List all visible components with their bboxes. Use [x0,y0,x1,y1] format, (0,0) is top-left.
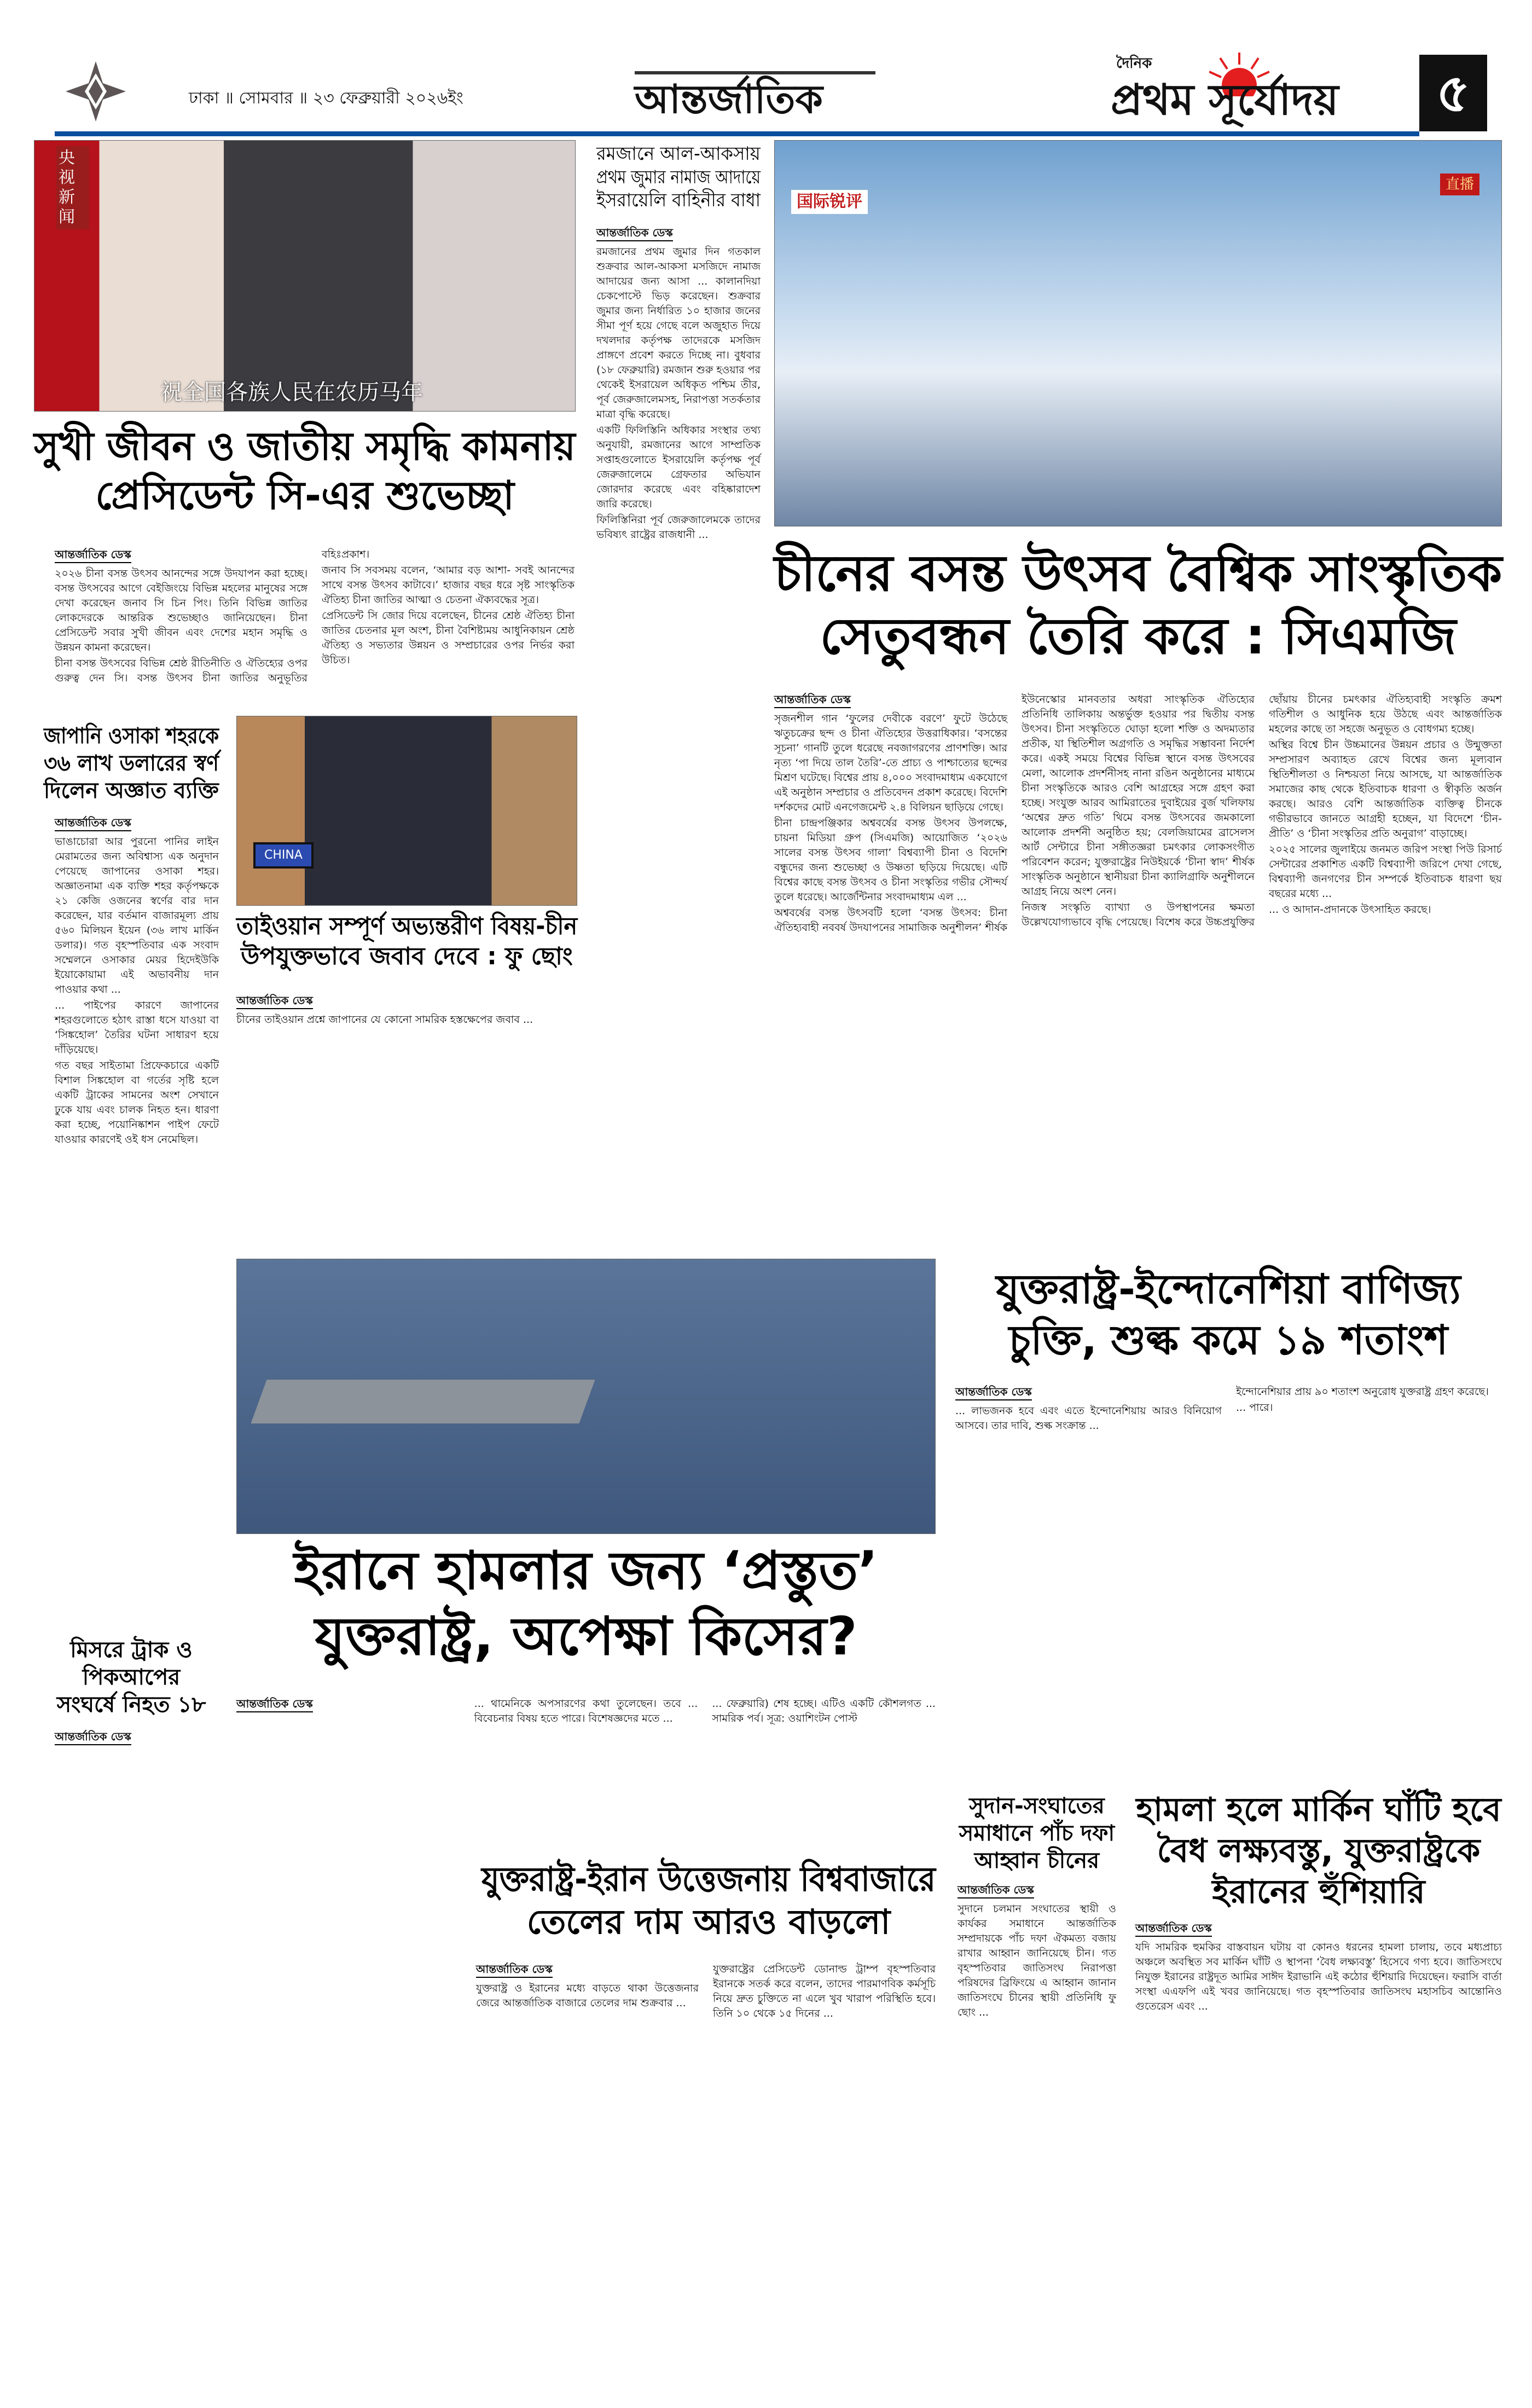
gala-logo-left: 国际锐评 [791,190,868,214]
aqsa-headline: রমজানে আল-আকসায় প্রথম জুমার নামাজ আদায়ে ইসরায়েলি বাহিনীর বাধা [596,143,761,211]
warning-headline: হামলা হলে মার্কিন ঘাঁটি হবে বৈধ লক্ষ্যবস্তু, যুক্তরাষ্ট্রকে ইরানের হুঁশিয়ারি [1136,1791,1501,1911]
header-rule [55,131,1419,136]
newspaper-logo: প্রথম সূর্যোদয় [1111,76,1339,125]
section-title: আন্তর্জাতিক [635,71,875,124]
issue-date: ঢাকা ॥ সোমবার ॥ ২৩ ফেব্রুয়ারী ২০২৬ইং [189,89,463,108]
xi-photo [34,140,576,412]
china-nameplate: CHINA [253,842,314,869]
osaka-headline: জাপানি ওসাকা শহরকে ৩৬ লাখ ডলারের স্বর্ণ দিলেন অজ্ঞাত ব্যক্তি [44,723,219,803]
indonesia-headline: যুক্তরাষ্ট্র-ইন্দোনেশিয়া বাণিজ্য চুক্তি, শুল্ক কমে ১৯ শতাংশ [996,1266,1461,1364]
logo-prefix: দৈনিক [1116,55,1152,72]
xi-article: আন্তর্জাতিক ডেস্ক ২০২৬ চীনা বসন্ত উৎসব আনন্দের সঙ্গে উদযাপন করা হচ্ছে। বসন্ত উৎসবের আগে বেইজিংয়ে বিভিন্ন মহলের মানুষের সঙ্গে দেখা করেছেন জনাব সি চিন পিং। তিনি বিভিন্ন জাতির লোকদেরকে আন্তরিক শুভেচ্ছাও জানিয়েছেন। চীনা প্রেসিডেন্ট সবার সুখী জীবন এবং দেশের মহান সমৃদ্ধি ও উন্নয়ন কামনা করেছেন। চীনা বসন্ত উৎসবের বিভিন্ন শ্রেষ্ঠ রীতিনীতি ও ঐতিহ্যের ওপর গুরুত্ব দেন সি। বসন্ত উৎসব চীনা জাতির অনুভূতির বহিঃপ্রকাশ। জনাব সি সবসময় বলেন, ‘আমার বড় আশা- সবই আনন্দের সাথে বসন্ত উৎসব কাটাবে।’ হাজার বছর ধরে সৃষ্ট সাংস্কৃতিক ঐতিহ্য চীনা জাতির আত্মা ও চেতনা ঐক্যবদ্ধের সূত্র। প্রেসিডেন্ট সি জোর দিয়ে বলেছেন, চীনের শ্রেষ্ঠ ঐতিহ্য চীনা জাতির চেতনার মূল অংশ, চীনা বৈশিষ্ট্যময় আধুনিকায়ন শ্রেষ্ঠ ঐতিহ্য ও সভ্যতার উন্নয়ন ও সম্প্রচারের ওপর নির্ভর করা উচিত। [55,548,574,684]
sudan-headline: সুদান-সংঘাতের সমাধানে পাঁচ দফা আহ্বান চীনের [959,1793,1115,1873]
cmg-headline: চীনের বসন্ত উৎসব বৈশ্বিক সাংস্কৃতিক সেতুবন্ধন তৈরি করে : সিএমজি [774,544,1502,665]
gala-photo [774,140,1502,526]
cmg-article: আন্তর্জাতিক ডেস্ক সৃজনশীল গান ‘ফুলের দেবীকে বরণে’ ফুটে উঠেছে ঋতুচক্রের ছন্দ ও চীনা ঐতিহ্যের উত্তরাধিকার। ‘বসন্তের সূচনা’ গানটি তুলে ধরেছে নবজাগরণের প্রাণশক্তি। আর নৃত্য ‘পা দিয়ে তাল তৈরি’-তে প্রাচ্য ও পাশ্চাত্যের ছন্দের মিশ্রণ ঘটেছে। বিশ্বের প্রায় ৪,০০০ সংবাদমাধ্যম একযোগে এই অনুষ্ঠান সম্প্রচার ও প্রতিবেদন প্রকাশ করেছে। বিদেশি দর্শকদের মোট এনগেজমেন্ট ২.৪ বিলিয়ন ছাড়িয়ে গেছে। চীনা চান্দ্রপঞ্জিকার অশ্ববর্ষের বসন্ত উৎসব উপলক্ষে, চায়না মিডিয়া গ্রুপ (সিএমজি) আয়োজিত ‘২০২৬ সালের বসন্ত উৎসব গালা’ বিশ্বব্যাপী চীনা ও বিদেশি বন্ধুদের জন্য শুভেচ্ছা ও উষ্ণতা ছড়িয়ে দিয়েছে। এটি বিশ্বের কাছে বসন্ত উৎসব ও চীনা সংস্কৃতির গভীর সৌন্দর্য তুলে ধরেছে। আর্জেন্টিনার সংবাদমাধ্যম এল ... অশ্ববর্ষের বসন্ত উৎসবটি হলো ‘বসন্ত উৎসব: চীনা ঐতিহ্যবাহী নববর্ষ উদযাপনের সামাজিক অনুশীলন’ শীর্ষক ইউনেস্কোর মানবতার অধরা সাংস্কৃতিক ঐতিহ্যের প্রতিনিধি তালিকায় অন্তর্ভুক্ত হওয়ার পর দ্বিতীয় বসন্ত উৎসব। চীনা সংস্কৃতিতে ঘোড়া হলো শক্তি ও অদম্যতার প্রতীক, যা স্থিতিশীল অগ্রগতি ও সমৃদ্ধির সম্ভাবনা নির্দেশ করে। একই সময়ে বিশ্বের বিভিন্ন স্থানে বসন্ত উৎসবের মেলা, আলোক প্রদর্শনীসহ নানা রঙিন অনুষ্ঠানের মাধ্যমে চীনা সংস্কৃতিকে আরও বেশি আগ্রহের সঙ্গে গ্রহণ করা হচ্ছে। সংযুক্ত আরব আমিরাতের দুবাইয়ের বুর্জ খলিফায় ‘অশ্বের দ্রুত গতি’ থিমে বসন্ত উৎসবের জমকালো আলোক প্রদর্শনী অনুষ্ঠিত হয়; বেলজিয়ামের ব্রাসেলস আর্ট সেন্টারে চীনা সঙ্গীতজ্ঞরা চমৎকার লোকসংগীত পরিবেশন করেন; যুক্তরাষ্ট্রের নিউইয়র্কে ‘চীনা স্বাদ’ শীর্ষক সাংস্কৃতিক অনুষ্ঠানে স্থানীয়রা চীনা ক্যালিগ্রাফি অনুশীলনে আগ্রহ নিয়ে অংশ নেন। নিজস্ব সংস্কৃতি ব্যাখ্যা ও উপস্থাপনের ক্ষমতা উল্লেখযোগ্যভাবে বৃদ্ধি পেয়েছে। বিশেষ করে উচ্চপ্রযুক্তির ছোঁয়ায় চীনের চমৎকার ঐতিহ্যবাহী সংস্কৃতি ক্রমশ গতিশীল ও আধুনিক হয়ে উঠছে এবং আন্তর্জাতিক মহলের কাছে তা সহজে অনুভূত ও বোধগম্য হচ্ছে। অস্থির বিশ্বে চীন উচ্চমানের উন্নয়ন প্রচার ও উন্মুক্ততা সম্প্রসারণ অব্যাহত রেখে বিশ্বের জন্য মূল্যবান স্থিতিশীলতা ও নিশ্চয়তা নিয়ে আসছে, যা আন্তর্জাতিক সমাজের কাছ থেকে ইতিবাচক ধারণা ও স্বীকৃতি অর্জন করছে। আরও বেশি আন্তর্জাতিক ব্যক্তিত্ব চীনকে গভীরভাবে জানতে আগ্রহী হচ্ছেন, যা বিদেশে ‘চীন-প্রীতি’ ও ‘চীনা সংস্কৃতির প্রতি অনুরাগ’ বাড়াচ্ছে। ২০২৫ সালের জুলাইয়ে জনমত জরিপ সংস্থা পিউ রিসার্চ সেন্টারের প্রকাশিত একটি বিশ্বব্যাপী জরিপে দেখা গেছে, বিশ্বব্যাপী জনগণের চীন সম্পর্কে ইতিবাচক ধারণা ছয় বছরের মধ্যে ... ... ও আদান-প্রদানকে উৎসাহিত করছে। [774,693,1502,934]
sudan-article: আন্তর্জাতিক ডেস্ক সুদানে চলমান সংঘাতের স্থায়ী ও কার্যকর সমাধানে আন্তর্জাতিক সম্প্রদায়কে পাঁচ দফা ঐকমত্য বজায় রাখার আহ্বান জানিয়েছে চীন। গত বৃহস্পতিবার জাতিসংঘ নিরাপত্তা পরিষদের ব্রিফিংয়ে এ আহ্বান জানান জাতিসংঘে চীনের স্থায়ী প্রতিনিধি ফু ছোং ... [958,1883,1116,2018]
taiwan-article: আন্তর্জাতিক ডেস্ক চীনের তাইওয়ান প্রশ্নে জাপানের যে কোনো সামরিক হস্তক্ষেপের জবাব ... [236,994,533,1026]
egypt-headline: মিসরে ট্রাক ও পিকআপের সংঘর্ষে নিহত ১৮ [56,1637,206,1717]
page-number: ৫ [1419,55,1487,131]
oil-headline: যুক্তরাষ্ট্র-ইরান উত্তেজনায় বিশ্ববাজারে তেলের দাম আরও বাড়লো [481,1859,936,1942]
xi-headline: সুখী জীবন ও জাতীয় সমৃদ্ধি কামনায় প্রেসিডেন্ট সি-এর শুভেচ্ছা [34,423,576,518]
carrier-ship [251,1380,595,1423]
aqsa-article: আন্তর্জাতিক ডেস্ক রমজানের প্রথম জুমার দিন গতকাল শুক্রবার আল-আকসা মসজিদে নামাজ আদায়ের জন্য আসা ... কালানদিয়া চেকপোস্টে ভিড় করেছেন। শুক্রবার জুমার জন্য নির্ধারিত ১০ হাজার জনের সীমা পূর্ণ হয়ে গেছে বলে অজুহাত দিয়ে দখলদার কর্তৃপক্ষ তাদেরকে মসজিদ প্রাঙ্গণে প্রবেশ করতে দিচ্ছে না। বুধবার (১৮ ফেব্রুয়ারি) রমজান শুরু হওয়ার পর থেকেই ইসরায়েল অধিকৃত পশ্চিম তীর, পূর্ব জেরুজালেমসহ, নিরাপত্তা সতর্কতার মাত্রা বৃদ্ধি করেছে। একটি ফিলিস্তিনি অধিকার সংস্থার তথ্য অনুযায়ী, রমজানের আগে সাম্প্রতিক সপ্তাহগুলোতে ইসরায়েলি কর্তৃপক্ষ পূর্ব জেরুজালেমে গ্রেফতার অভিযান জোরদার করেছে এবং বহিষ্কারাদেশ জারি করেছে। ফিলিস্তিনিরা পূর্ব জেরুজালেমকে তাদের ভবিষ্যৎ রাষ্ট্রের রাজধানী ... [596,226,761,541]
warning-article: আন্তর্জাতিক ডেস্ক যদি সামরিক হুমকির বাস্তবায়ন ঘটায় বা কোনও ধরনের হামলা চালায়, তবে মধ্যপ্রাচ্য অঞ্চলে অবস্থিত সব মার্কিন ঘাঁটি ও স্থাপনা ‘বৈধ লক্ষ্যবস্তু’ হিসেবে গণ্য হবে। জাতিসংঘে নিযুক্ত ইরানের রাষ্ট্রদূত আমির সাঈদ ইরাভানি এই কঠোর হুঁশিয়ারি দিয়েছেন। ফরাসি বার্তা সংস্থা এএফপি এই খবর জানিয়েছে। গত বৃহস্পতিবার জাতিসংঘ মহাসচিব আন্তোনিও গুতেরেস এবং ... [1135,1921,1502,2012]
photo-caption: 祝全国各族人民在农历马年 [160,380,423,405]
taiwan-headline: তাইওয়ান সম্পূর্ণ অভ্যন্তরীণ বিষয়-চীন উপযুক্তভাবে জবাব দেবে : ফু ছোং [236,912,578,970]
iran-article: আন্তর্জাতিক ডেস্ক ... থামেনিকে অপসারণের কথা তুলেছেন। তবে ... বিবেচনার বিষয় হতে পারে। বিশেষজ্ঞদের মতে ... ... ফেব্রুয়ারি) শেষ হচ্ছে। এটিও একটি কৌশলগত ... সামরিক পর্ব। সূত্র: ওয়াশিংটন পোস্ট [236,1697,936,1724]
cctv-watermark: 央视 新闻 [56,146,89,229]
oil-article: আন্তর্জাতিক ডেস্ক যুক্তরাষ্ট্র ও ইরানের মধ্যে বাড়তে থাকা উত্তেজনার জেরে আন্তর্জাতিক বাজারে তেলের দাম শুক্রবার ... যুক্তরাষ্ট্রের প্রেসিডেন্ট ডোনাল্ড ট্রাম্প বৃহস্পতিবার ইরানকে সতর্ক করে বলেন, তাদের পারমাণবিক কর্মসূচি নিয়ে দ্রুত চুক্তিতে না এলে খুব খারাপ পরিস্থিতি হবে। তিনি ১০ থেকে ১৫ দিনের ... [476,1963,936,2019]
osaka-article: আন্তর্জাতিক ডেস্ক ভাঙাচোরা আর পুরনো পানির লাইন মেরামতের জন্য অবিশ্বাস্য এক অনুদান পেয়েছে জাপানের ওসাকা শহর। অজ্ঞাতনামা এক ব্যক্তি শহর কর্তৃপক্ষকে ২১ কেজি ওজনের স্বর্ণের বার দান করেছেন, যার বর্তমান বাজারমূল্য প্রায় ৫৬০ মিলিয়ন ইয়েন (৩৬ লাখ মার্কিন ডলার)। গত বৃহস্পতিবার এক সংবাদ সম্মেলনে ওসাকার মেয়র হিদেইউকি ইয়োকোয়ামা এই অভাবনীয় দান পাওয়ার কথা ... ... পাইপের কারণে জাপানের শহরগুলোতে হঠাৎ রাস্তা ধসে যাওয়া বা ‘সিঙ্কহোল’ তৈরির ঘটনা সাধারণ হয়ে দাঁড়িয়েছে। গত বছর সাইতামা প্রিফেকচারে একটি বিশাল সিঙ্কহোল বা গর্তের সৃষ্টি হলে একটি ট্রাকের সামনের অংশ সেখানে ঢুকে যায় এবং চালক নিহত হন। ধারণা করা হচ্ছে, পয়োনিষ্কাশন পাইপ ফেটে যাওয়ার কারণেই ওই ধস নেমেছিল। [55,816,219,1145]
live-badge: 直播 [1440,173,1479,195]
iran-headline: ইরানে হামলার জন্য ‘প্রস্তুত’ যুক্তরাষ্ট্র, অপেক্ষা কিসের? [294,1540,878,1667]
aircraft-carrier-photo [236,1259,936,1534]
emblem-icon [66,61,126,121]
fu-cong-photo [236,716,577,906]
egypt-article: আন্তর্জাতিক ডেস্ক [55,1729,219,1749]
indonesia-article: আন্তর্জাতিক ডেস্ক ... লাভজনক হবে এবং এতে ইন্দোনেশিয়ায় আরও বিনিয়োগ আসবে। তার দাবি, শুল্ক সংক্রান্ত ... ইন্দোনেশিয়ার প্রায় ৯০ শতাংশ অনুরোধ যুক্তরাষ্ট্র গ্রহণ করেছে। ... পারে। [955,1385,1489,1432]
